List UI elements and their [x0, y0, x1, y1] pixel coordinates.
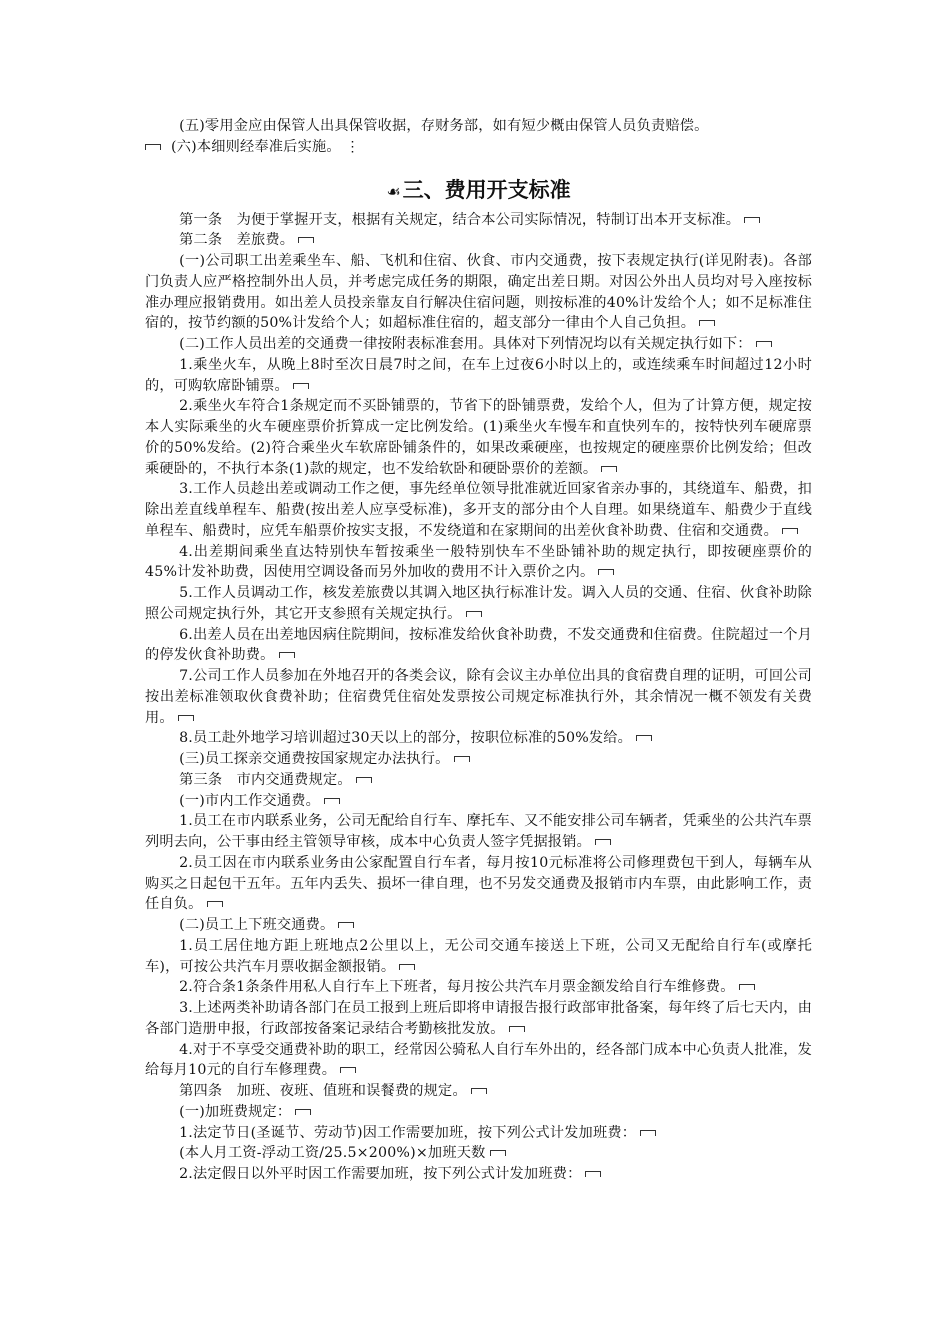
section-paragraphs [145, 210, 812, 1185]
body-paragraph: 2.员工因在市内联系业务由公家配置自行车者，每月按10元标准将公司修理费包干到人，每辆车从购买之日起包干五年。五年内丢失、损坏一律自理，也不另发交通费及报销市内车票，由此影响工作，责任自负。 [145, 854, 812, 913]
fleuron-icon: ☙ [386, 181, 401, 201]
paragraph-mark-icon [279, 652, 295, 658]
body-paragraph: (二)工作人员出差的交通费一律按附表标准套用。具体对下列情况均以有关规定执行如下： [145, 334, 812, 355]
paragraph-mark-icon [295, 1109, 311, 1115]
intro-paragraph-1: (五)零用金应由保管人出具保管收据，存财务部，如有短少概由保管人员负责赔偿。 [179, 118, 709, 134]
paragraph-mark-icon [490, 1150, 506, 1156]
body-paragraph: (一)市内工作交通费。 [145, 791, 812, 812]
paragraph-mark-icon [466, 611, 482, 617]
paragraph-mark-icon [207, 901, 223, 907]
body-paragraph: 2.乘坐火车符合1条规定而不买卧铺票的，节省下的卧铺票费，发给个人，但为了计算方便，规定按本人实际乘坐的火车硬座票价折算成一定比例发给。(1)乘坐火车慢车和直快列车的，按特快列车硬席票价的50%发给。(2)符合乘坐火车软席卧铺条件的，如果改乘硬座，也按规定的硬座票价比例发给；但改乘硬卧的，不执行本条(1)款的规定，也不发给软卧和硬卧票价的差额。 [145, 398, 812, 477]
body-paragraph: 4.对于不享受交通费补助的职工，经常因公骑私人自行车外出的，经各部门成本中心负责人批准，发给每月10元的自行车修理费。 [145, 1041, 812, 1079]
body-paragraph: 4.出差期间乘坐直达特别快车暂按乘坐一般特别快车不坐卧铺补助的规定执行，即按硬座票价的45%计发补助费，因使用空调设备而另外加收的费用不计入票价之内。 [145, 543, 812, 581]
body-paragraph: (本人月工资-浮动工资/25.5×200%)×加班天数 [145, 1143, 812, 1164]
body-paragraph: (二)员工上下班交通费。 [145, 915, 812, 936]
paragraph-mark-icon [601, 466, 617, 472]
body-paragraph: 1.法定节日(圣诞节、劳动节)因工作需要加班，按下列公式计发加班费： [145, 1123, 812, 1144]
body-paragraph: 1.员工在市内联系业务，公司无配给自行车、摩托车、又不能安排公司车辆者，凭乘坐的公共汽车票列明去向，公干事由经主管领导审核，成本中心负责人签字凭据报销。 [145, 813, 812, 850]
body-paragraph: 2.法定假日以外平时因工作需要加班，按下列公式计发加班费： [145, 1164, 812, 1185]
paragraph-mark-icon [298, 237, 314, 243]
body-paragraph: 5.工作人员调动工作，核发差旅费以其调入地区执行标准计发。调入人员的交通、住宿、伙食补助除照公司规定执行外，其它开支参照有关规定执行。 [145, 585, 812, 622]
paragraph-mark-icon [699, 320, 715, 326]
section-title: ☙三、费用开支标准 [386, 177, 571, 202]
paragraph-mark-icon [756, 341, 772, 347]
body-paragraph: (三)员工探亲交通费按国家规定办法执行。 [145, 749, 812, 770]
paragraph-mark-icon [356, 777, 372, 783]
body-paragraph: 6.出差人员在出差地因病住院期间，按标准发给伙食补助费，不发交通费和住宿费。住院超过一个月的停发伙食补助费。 [145, 626, 812, 664]
paragraph-mark-icon [471, 1088, 487, 1094]
paragraph-mark-icon [598, 569, 614, 575]
body-paragraph: 1.员工居住地方距上班地点2公里以上，无公司交通车接送上下班，公司又无配给自行车(或摩托车)，可按公共汽车月票收据金额报销。 [145, 937, 812, 975]
body-paragraph: 第三条 市内交通费规定。 [145, 770, 812, 791]
body-paragraph: 第四条 加班、夜班、值班和误餐费的规定。 [145, 1081, 812, 1102]
body-paragraph: 1.乘坐火车，从晚上8时至次日晨7时之间，在车上过夜6小时以上的，或连续乘车时间超过12小时的，可购软席卧铺票。 [145, 356, 812, 394]
document-body [145, 116, 812, 1185]
body-paragraph: 7.公司工作人员参加在外地召开的各类会议，除有会议主办单位出具的食宿费自理的证明，可回公司按出差标准领取伙食费补助；住宿费凭住宿处发票按公司规定标准执行外，其余情况一概不领发有关费用。 [145, 668, 812, 726]
paragraph-mark-icon [324, 798, 340, 804]
intro-paragraph-2: (六)本细则经奉准后实施。 ⋮ [145, 137, 812, 158]
body-paragraph: 3.工作人员趁出差或调动工作之便，事先经单位领导批准就近回家省亲办事的，其绕道车、船费，扣除出差直线单程车、船费(按出差人应享受标准)，多开支的部分由个人自理。如果绕道车、船费少于直线单程车、船费时，应凭车船票价按实支报，不发绕道和在家期间的出差伙食补助费、住宿和交通费。 [145, 481, 812, 539]
paragraph-mark-icon [454, 756, 470, 762]
paragraph-mark-icon [293, 383, 309, 389]
body-paragraph: 3.上述两类补助请各部门在员工报到上班后即将申请报告报行政部审批备案，每年终了后七天内，由各部门造册申报，行政部按备案记录结合考勤核批发放。 [145, 1000, 812, 1037]
body-paragraph: (一)公司职工出差乘坐车、船、飞机和住宿、伙食、市内交通费，按下表规定执行(详见附表)。各部门负责人应严格控制外出人员，并考虑完成任务的期限，确定出差日期。对因公外出人员均对号入座按标准办理应报销费用。如出差人员投亲靠友自行解决住宿问题，则按标准的40%计发给个人；如不足标准住宿的，按节约额的50%计发给个人；如超标准住宿的，超支部分一律由个人自己负担。 [145, 253, 812, 332]
paragraph-mark-icon [636, 735, 652, 741]
paragraph-mark-icon [782, 528, 798, 534]
paragraph-mark-icon [178, 715, 194, 721]
body-paragraph: (一)加班费规定： [145, 1102, 812, 1123]
paragraph-mark-icon [640, 1130, 656, 1136]
paragraph-mark-icon [585, 1171, 601, 1177]
paragraph-mark-icon [739, 984, 755, 990]
paragraph-mark-icon [340, 1067, 356, 1073]
body-paragraph: 8.员工赴外地学习培训超过30天以上的部分，按职位标准的50%发给。 [145, 728, 812, 749]
body-paragraph: 第一条 为便于掌握开支，根据有关规定，结合本公司实际情况，特制订出本开支标准。 [145, 210, 812, 231]
paragraph-mark-icon [338, 922, 354, 928]
body-paragraph: 2.符合条1条条件用私人自行车上下班者，每月按公共汽车月票金额发给自行车维修费。 [145, 977, 812, 998]
paragraph-mark-icon [595, 839, 611, 845]
paragraph-mark-icon [399, 964, 415, 970]
paragraph-mark-icon [744, 217, 760, 223]
body-paragraph: 第二条 差旅费。 [145, 230, 812, 251]
paragraph-mark-icon [145, 144, 161, 150]
paragraph-mark-icon [509, 1026, 525, 1032]
